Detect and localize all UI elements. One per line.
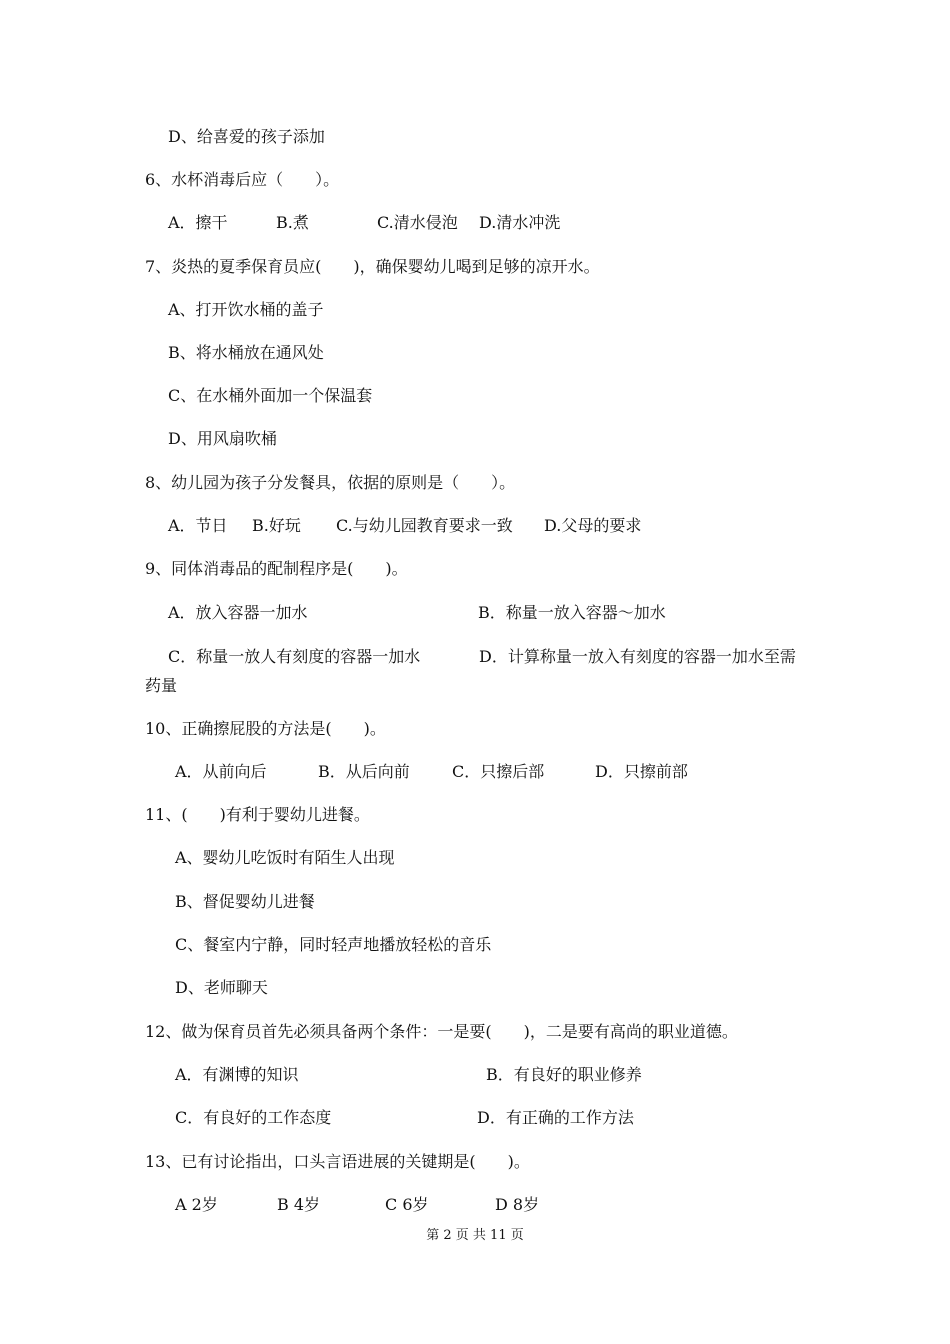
- option-9d: D．计算称量一放入有刻度的容器一加水至需: [479, 647, 796, 666]
- question-12: 12、做为保育员首先必须具备两个条件：一是要( )，二是要有高尚的职业道德。: [145, 1022, 738, 1041]
- option-7c: C、在水桶外面加一个保温套: [168, 386, 373, 405]
- option-10d: D．只擦前部: [595, 762, 688, 781]
- question-8: 8、幼儿园为孩子分发餐具，依据的原则是（ ）。: [145, 473, 516, 492]
- option-9d-continued: 药量: [145, 676, 178, 695]
- question-13: 13、已有讨论指出，口头言语进展的关键期是( )。: [145, 1152, 530, 1171]
- option-10c: C．只擦后部: [452, 762, 545, 781]
- option-11c: C、餐室内宁静，同时轻声地播放轻松的音乐: [175, 935, 492, 954]
- question-7: 7、炎热的夏季保育员应( )，确保婴幼儿喝到足够的凉开水。: [145, 257, 600, 276]
- page-footer: 第 2 页 共 11 页: [426, 1228, 524, 1243]
- option-12c: C．有良好的工作态度: [175, 1108, 332, 1127]
- option-7b: B、将水桶放在通风处: [168, 343, 324, 362]
- option-9b: B．称量一放入容器～加水: [478, 603, 666, 622]
- option-8c: C.与幼儿园教育要求一致: [336, 516, 513, 535]
- option-11b: B、督促婴幼儿进餐: [175, 892, 315, 911]
- option-8d: D.父母的要求: [544, 516, 642, 535]
- option-13b: B 4岁: [277, 1195, 321, 1214]
- option-6b: B.煮: [276, 213, 309, 232]
- option-10a: A．从前向后: [175, 762, 267, 781]
- option-8a: A．节日: [168, 516, 228, 535]
- option-5d: D、给喜爱的孩子添加: [168, 127, 325, 146]
- question-11: 11、( )有利于婴幼儿进餐。: [145, 805, 370, 824]
- option-13a: A 2岁: [175, 1195, 218, 1214]
- option-6a: A．擦干: [168, 213, 228, 232]
- option-13d: D 8岁: [495, 1195, 540, 1214]
- option-6d: D.清水冲洗: [479, 213, 561, 232]
- option-12d: D．有正确的工作方法: [477, 1108, 634, 1127]
- question-9: 9、同体消毒品的配制程序是( )。: [145, 559, 408, 578]
- option-6c: C.清水侵泡: [377, 213, 458, 232]
- option-8b: B.好玩: [252, 516, 301, 535]
- option-9a: A．放入容器一加水: [168, 603, 308, 622]
- option-12b: B．有良好的职业修养: [486, 1065, 642, 1084]
- option-7a: A、打开饮水桶的盖子: [168, 300, 324, 319]
- option-9c: C．称量一放人有刻度的容器一加水: [168, 647, 421, 666]
- option-7d: D、用风扇吹桶: [168, 429, 277, 448]
- option-11d: D、老师聊天: [175, 978, 268, 997]
- question-6: 6、水杯消毒后应（ ）。: [145, 170, 340, 189]
- question-10: 10、正确擦屁股的方法是( )。: [145, 719, 386, 738]
- option-12a: A．有渊博的知识: [175, 1065, 299, 1084]
- option-11a: A、婴幼儿吃饭时有陌生人出现: [175, 848, 395, 867]
- option-10b: B．从后向前: [318, 762, 410, 781]
- option-13c: C 6岁: [385, 1195, 429, 1214]
